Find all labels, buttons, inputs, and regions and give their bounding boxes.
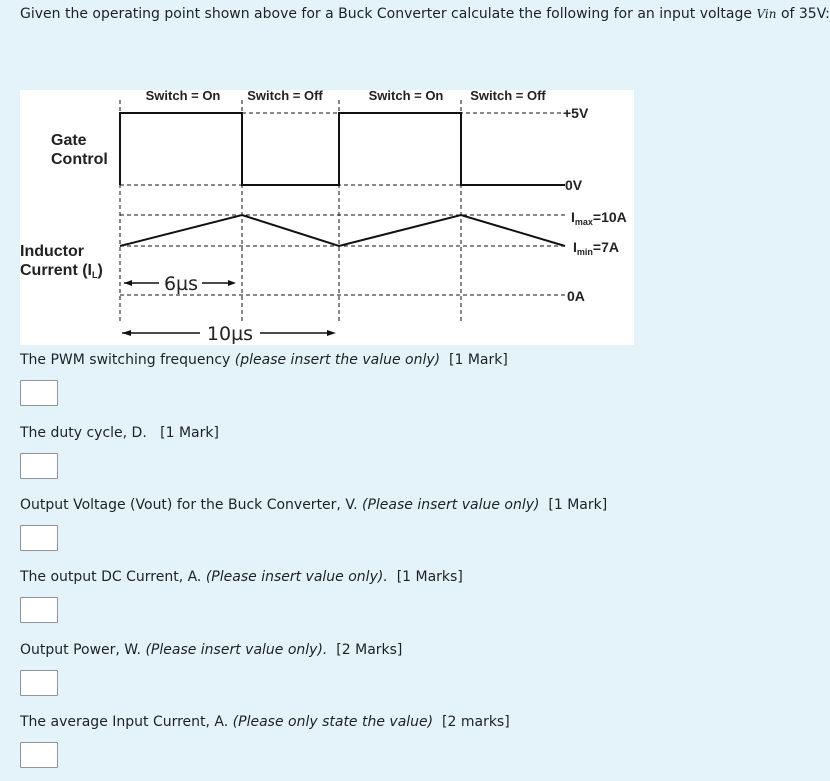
question-output-power: Output Power, W. (Please insert value only). [2 Marks] [20, 642, 403, 658]
on-time-dimension [124, 273, 236, 295]
inductor-label-line2: Current (IL) [20, 262, 103, 280]
answer-input-output-current[interactable] [20, 597, 58, 623]
inductor-label-line1: Inductor [20, 243, 84, 260]
v-high-label: +5V [563, 105, 589, 121]
question-output-voltage: Output Voltage (Vout) for the Buck Converter, V. (Please insert value only) [1 Mark] [20, 497, 608, 513]
zero-current-label: 0A [567, 288, 585, 304]
switch-state-2: Switch = Off [247, 88, 323, 103]
vin-symbol: Vin [756, 7, 777, 21]
answer-input-pwm-frequency[interactable] [20, 380, 58, 406]
imin-label: $I_{min}=7A$ [573, 239, 619, 257]
question-input-current: The average Input Current, A. (Please only state the value) [2 marks] [20, 714, 510, 730]
answer-input-output-voltage[interactable] [20, 525, 58, 551]
answer-input-duty-cycle[interactable] [20, 453, 58, 479]
switch-state-1: Switch = On [145, 88, 221, 103]
period-dimension [122, 323, 336, 345]
switch-state-4: Switch = Off [470, 88, 546, 103]
gate-label-line1: Gate [51, 132, 87, 149]
answer-input-input-current[interactable] [20, 742, 58, 768]
intro-text: Given the operating point shown above for a Buck Converter calculate the following for an input voltage [20, 6, 752, 22]
gate-waveform [120, 113, 565, 185]
buck-converter-diagram [20, 90, 634, 345]
answer-input-output-power[interactable] [20, 670, 58, 696]
question-intro [20, 6, 830, 22]
gate-label-line2: Control [51, 151, 108, 168]
v-low-label: 0V [565, 177, 583, 193]
question-duty-cycle: The duty cycle, D. [1 Mark] [20, 425, 219, 441]
question-pwm-frequency: The PWM switching frequency (please insert the value only) [1 Mark] [20, 352, 508, 368]
period-label: 10µs [206, 323, 254, 345]
imax-label: $I_{max}=10A$ [571, 209, 627, 227]
question-output-current: The output DC Current, A. (Please insert value only). [1 Marks] [20, 569, 463, 585]
switch-state-3: Switch = On [368, 88, 444, 103]
inductor-current-waveform [120, 215, 565, 246]
on-time-label: 6µs [163, 273, 199, 295]
intro-tail: of 35V: [780, 6, 830, 22]
